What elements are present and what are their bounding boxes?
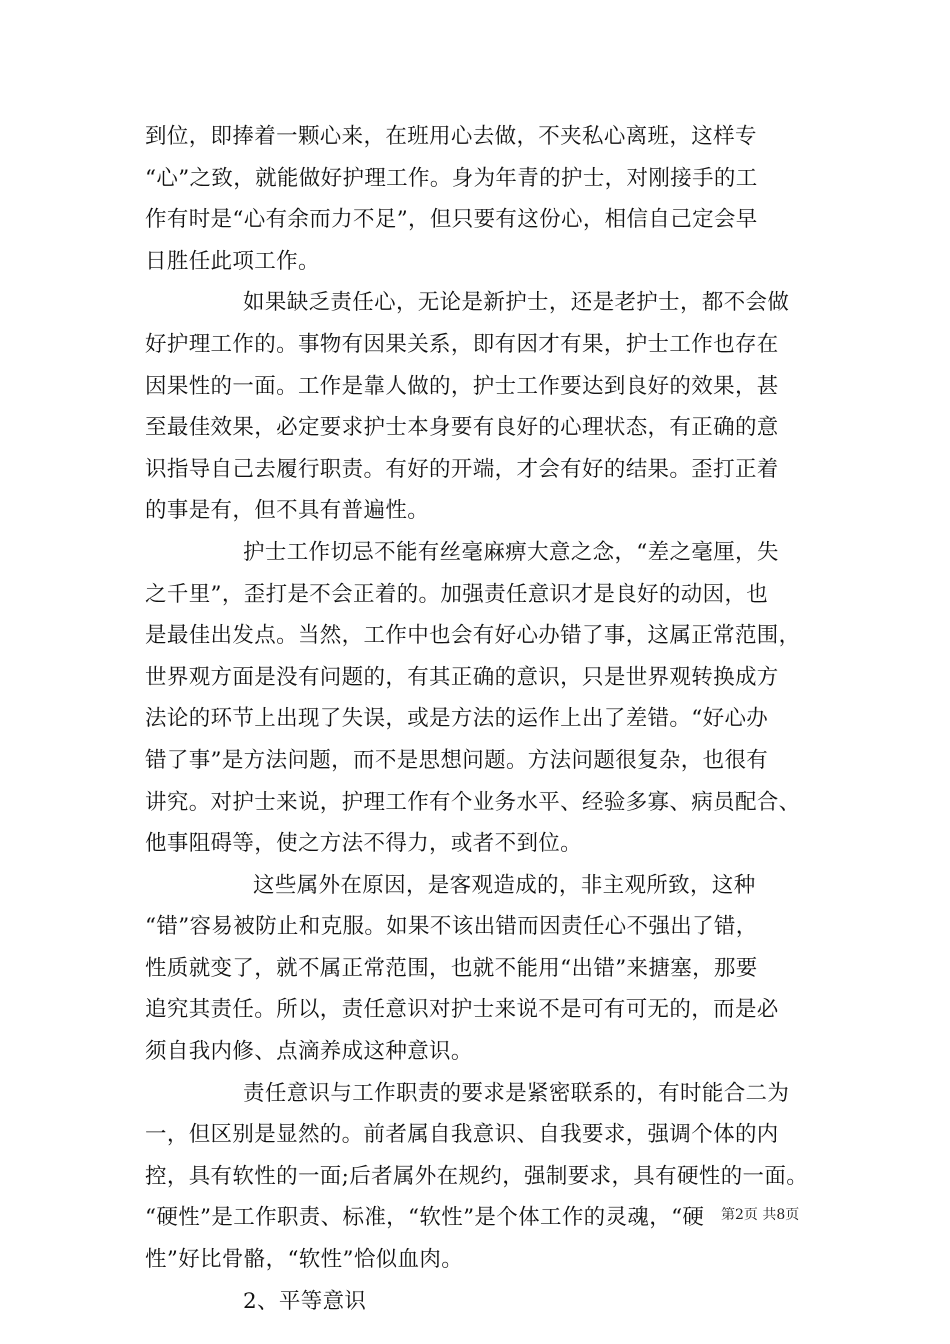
paragraph-2	[145, 282, 815, 532]
text-line: “硬性”是工作职责、标准，“软性”是个体工作的灵魂，“硬	[145, 1205, 705, 1231]
text-line: 之千里”，歪打是不会正着的。加强责任意识才是良好的动因，也	[145, 581, 769, 607]
text-line: 护士工作切忌不能有丝毫麻痹大意之念，“差之毫厘，失	[243, 539, 779, 565]
text-line: 这些属外在原因，是客观造成的，非主观所致，这种	[253, 872, 756, 898]
text-line: 至最佳效果，必定要求护士本身要有良好的心理状态，有正确的意	[145, 415, 779, 441]
text-line: 到位，即捧着一颗心来，在班用心去做，不夹私心离班，这样专	[145, 124, 757, 149]
paragraph-3	[145, 532, 815, 865]
section-heading-equality-awareness	[145, 1281, 815, 1323]
text-line: 追究其责任。所以，责任意识对护士来说不是可有可无的，而是必	[145, 997, 779, 1023]
text-line: 如果缺乏责任心，无论是新护士，还是老护士，都不会做	[243, 290, 790, 316]
text-line: 他事阻碍等，使之方法不得力，或者不到位。	[145, 831, 583, 857]
text-line: 因果性的一面。工作是靠人做的，护士工作要达到良好的效果，甚	[145, 373, 779, 399]
text-line: 一，但区别是显然的。前者属自我意识、自我要求，强调个体的内	[145, 1122, 779, 1148]
paragraph-5	[145, 1073, 815, 1281]
text-line: 性”好比骨骼，“软性”恰似血肉。	[145, 1247, 464, 1273]
text-line: 2、平等意识	[243, 1288, 367, 1314]
text-line: “错”容易被防止和克服。如果不该出错而因责任心不强出了错，	[145, 914, 758, 940]
text-line: 错了事”是方法问题，而不是思想问题。方法问题很复杂，也很有	[145, 747, 769, 773]
text-line: 控，具有软性的一面;后者属外在规约，强制要求，具有硬性的一面。	[145, 1163, 809, 1189]
text-line: 讲究。对护士来说，护理工作有个业务水平、经验多寡、病员配合、	[145, 789, 801, 815]
page-number-footer: 第2页 共8页	[721, 1207, 800, 1223]
text-line: 须自我内修、点滴养成这种意识。	[145, 1039, 473, 1065]
paragraph-4	[145, 865, 815, 1073]
text-line: 世界观方面是没有问题的，有其正确的意识，只是世界观转换成方	[145, 664, 779, 690]
text-line: 日胜任此项工作。	[145, 248, 320, 274]
text-line: 是最佳出发点。当然，工作中也会有好心办错了事，这属正常范围，	[145, 623, 801, 649]
text-line: 作有时是“心有余而力不足”，但只要有这份心，相信自己定会早	[145, 207, 758, 233]
text-line: 识指导自己去履行职责。有好的开端，才会有好的结果。歪打正着	[145, 456, 779, 482]
document-body	[145, 116, 815, 1322]
text-line: “心”之致，就能做好护理工作。身为年青的护士，对刚接手的工	[145, 165, 758, 191]
text-line: 性质就变了，就不属正常范围，也就不能用“出错”来搪塞，那要	[145, 955, 758, 981]
text-line: 法论的环节上出现了失误，或是方法的运作上出了差错。“好心办	[145, 706, 769, 732]
text-line: 好护理工作的。事物有因果关系，即有因才有果，护士工作也存在	[145, 331, 779, 357]
paragraph-1	[145, 116, 815, 282]
text-line: 的事是有，但不具有普遍性。	[145, 498, 430, 524]
text-line: 责任意识与工作职责的要求是紧密联系的，有时能合二为	[243, 1080, 790, 1106]
